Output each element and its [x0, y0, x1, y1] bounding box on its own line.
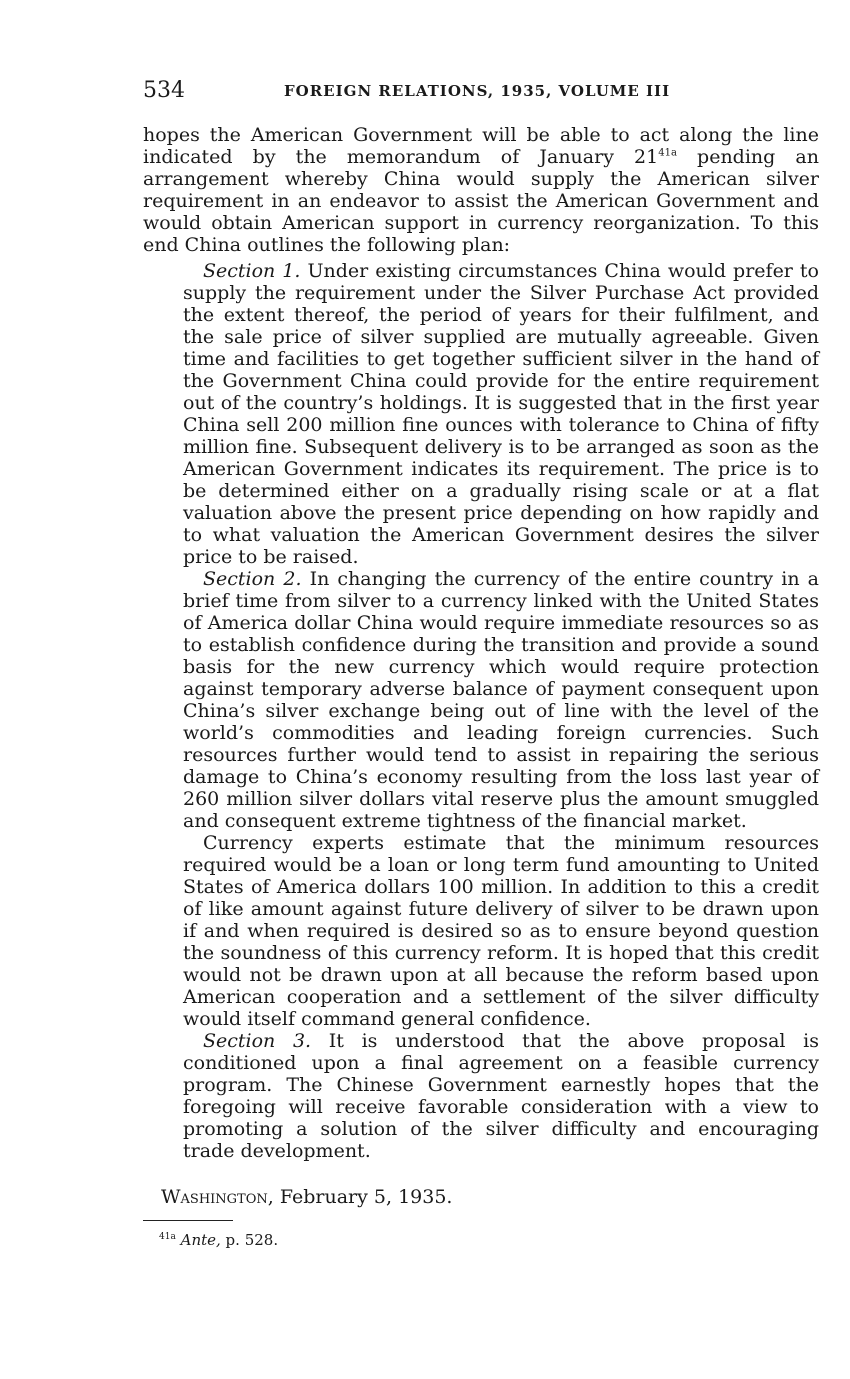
intro-text-2: pending an arrangement whereby China would supply the American silver requirement in an endeavor to assist the American Government and would obtain American support in currency reorganization. To this end China outlines the following plan:: [143, 146, 819, 256]
page-number: 534: [143, 78, 185, 103]
footnote-divider: [143, 1220, 233, 1221]
section-1-label: Section 1.: [203, 260, 301, 282]
section-1-paragraph: [183, 260, 819, 568]
dateline-place: Washington: [161, 1186, 268, 1208]
section-1-text: Under existing circumstances China would prefer to supply the requirement under the Silver Purchase Act provided the extent thereof, the period of years for their fulfilment, and the sale price of silver supplied are mutually agreeable. Given time and facilities to get together sufficient silver in the hand of the Government China could provide for the entire requirement out of the country’s holdings. It is suggested that in the first year China sell 200 million fine ounces with tolerance to China of fifty million fine. Subsequent delivery is to be arranged as soon as the American Government indicates its requirement. The price is to be determined either on a gradually rising scale or at a flat valuation above the present price depending on how rapidly and to what valuation the American Government desires the silver price to be raised.: [183, 260, 819, 568]
running-title: FOREIGN RELATIONS, 1935, VOLUME III: [284, 82, 671, 100]
dateline-date: , February 5, 1935.: [267, 1186, 453, 1208]
intro-paragraph: [143, 124, 819, 256]
running-head: [143, 76, 819, 106]
footnote-page: p. 528.: [220, 1231, 279, 1249]
currency-experts-text: Currency experts estimate that the minimum resources required would be a loan or long term fund amounting to United States of America dollars 100 million. In addition to this a credit of like amount against future delivery of silver to be drawn upon if and when required is desired so as to ensure beyond question the soundness of this currency reform. It is hoped that this credit would not be drawn upon at all because the reform based upon American cooperation and a settlement of the silver difficulty would itself command general confidence.: [183, 832, 819, 1030]
footnote-reference: 41a: [658, 147, 677, 159]
dateline: [161, 1186, 819, 1208]
currency-experts-paragraph: [183, 832, 819, 1030]
section-3-text: It is understood that the above proposal is conditioned upon a final agreement on a feasible currency program. The Chinese Government earnestly hopes that the foregoing will receive favorable consideration with a view to promoting a solution of the silver difficulty and encouraging trade development.: [183, 1030, 819, 1162]
section-2-paragraph: [183, 568, 819, 832]
intro-text-1: hopes the American Government will be able to act along the line indicated by the memorandum of January 21: [143, 124, 819, 168]
footnote-mark: 41a: [159, 1232, 176, 1242]
footnote-citation: Ante,: [180, 1231, 221, 1249]
section-3-paragraph: [183, 1030, 819, 1162]
section-2-label: Section 2.: [203, 568, 302, 590]
document-page: [143, 76, 819, 1249]
footnote: [159, 1231, 819, 1249]
section-3-label: Section 3.: [203, 1030, 312, 1052]
section-2-text: In changing the currency of the entire country in a brief time from silver to a currency linked with the United States of America dollar China would require immediate resources so as to establish confidence during the transition and provide a sound basis for the new currency which would require protection against temporary adverse balance of payment consequent upon China’s silver exchange being out of line with the level of the world’s commodities and leading foreign currencies. Such resources further would tend to assist in repairing the serious damage to China’s economy resulting from the loss last year of 260 million silver dollars vital reserve plus the amount smuggled and consequent extreme tightness of the financial market.: [183, 568, 819, 832]
